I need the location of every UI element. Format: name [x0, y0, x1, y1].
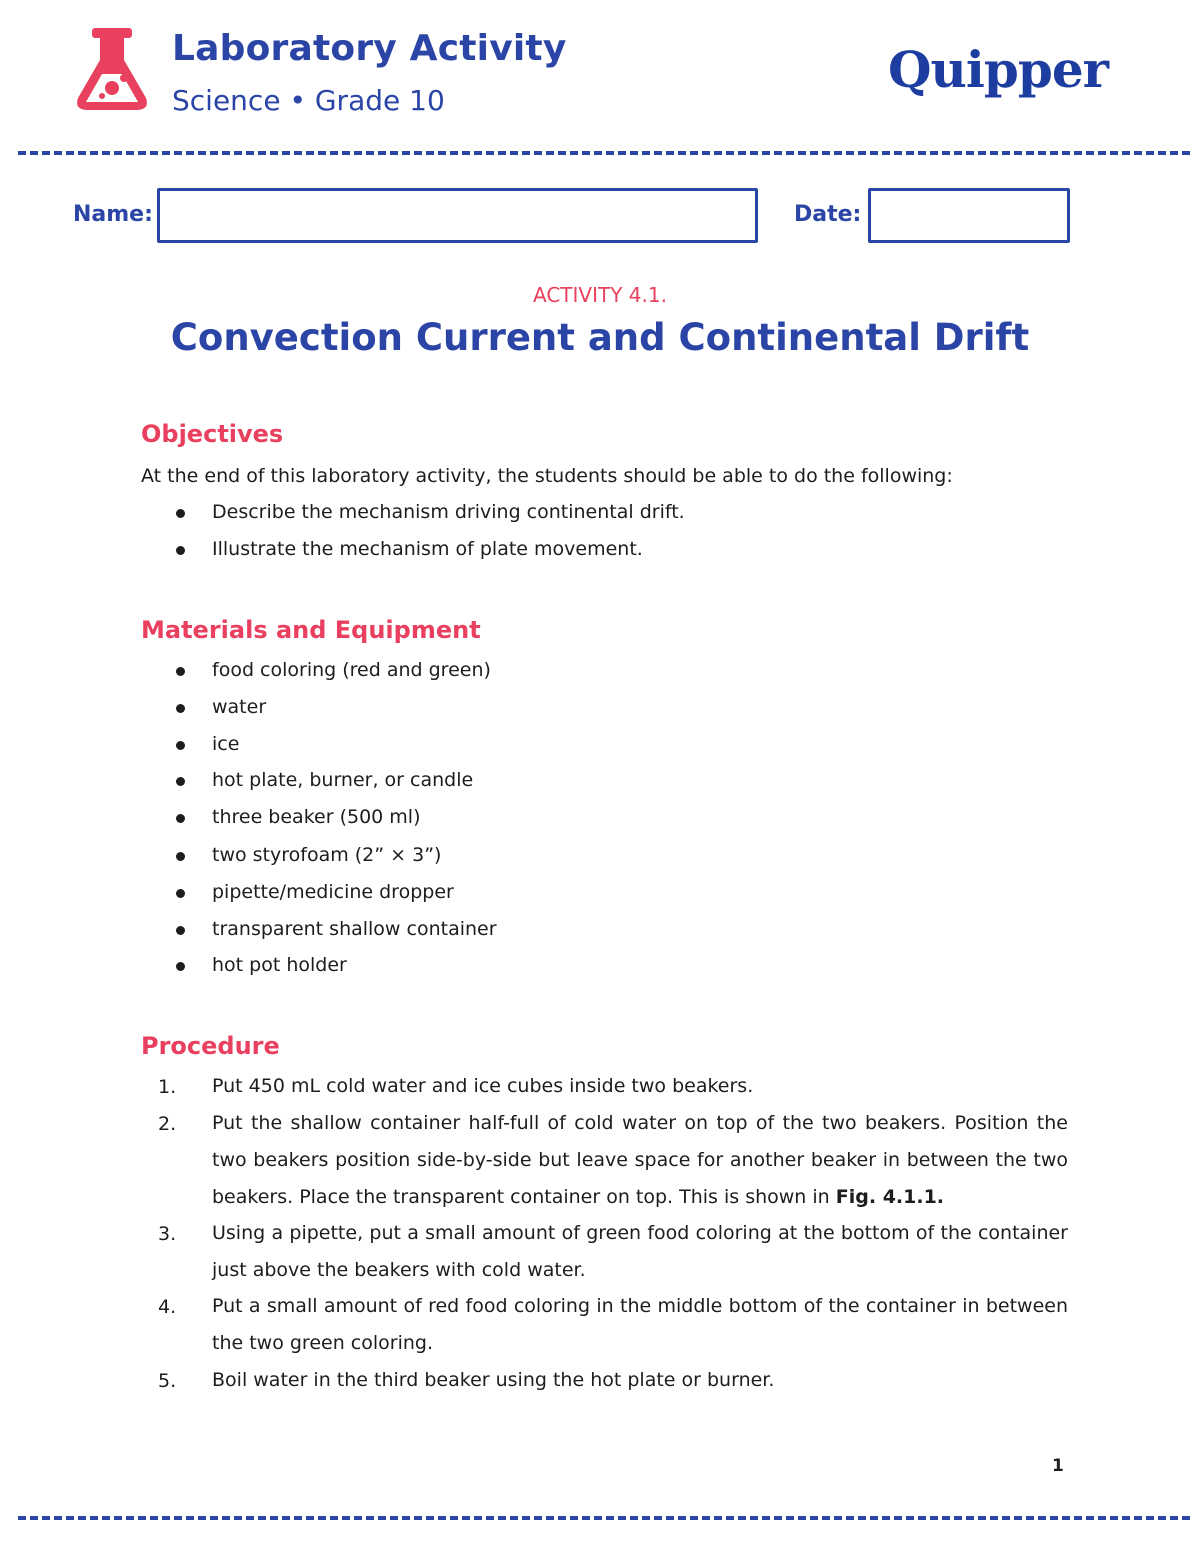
- objectives-intro: At the end of this laboratory activity, the students should be able to do the following:: [141, 465, 953, 487]
- step-number: 3.: [158, 1223, 177, 1245]
- material-item: water: [212, 696, 267, 718]
- page-number: 1: [1052, 1456, 1064, 1476]
- procedure-step: Put a small amount of red food coloring in the middle bottom of the container in between the two green coloring.: [212, 1295, 1068, 1354]
- header-title: Laboratory Activity: [172, 28, 567, 69]
- materials-heading: Materials and Equipment: [141, 616, 481, 644]
- material-item: three beaker (500 ml): [212, 806, 421, 828]
- step-number: 4.: [158, 1296, 177, 1318]
- date-label: Date:: [794, 202, 862, 227]
- step-number: 2.: [158, 1113, 177, 1135]
- material-item: hot plate, burner, or candle: [212, 769, 474, 791]
- activity-title: Convection Current and Continental Drift: [170, 316, 1030, 359]
- objectives-heading: Objectives: [141, 420, 284, 448]
- material-item: transparent shallow container: [212, 918, 497, 940]
- objective-item: Describe the mechanism driving continental drift.: [212, 501, 685, 523]
- figure-reference: Fig. 4.1.1.: [835, 1186, 945, 1208]
- material-item: ice: [212, 733, 240, 755]
- name-field[interactable]: [157, 188, 758, 243]
- bullet: [176, 852, 185, 861]
- brand-logo: Quipper: [888, 40, 1108, 99]
- bullet: [176, 509, 185, 518]
- header-subtitle: Science • Grade 10: [172, 84, 445, 117]
- activity-number: ACTIVITY 4.1.: [533, 283, 667, 307]
- name-label: Name:: [73, 202, 153, 227]
- material-item: two styrofoam (2” × 3”): [212, 844, 442, 866]
- bullet: [176, 667, 185, 676]
- step-number: 1.: [158, 1076, 177, 1098]
- bullet: [176, 814, 185, 823]
- material-item: food coloring (red and green): [212, 659, 491, 681]
- objective-item: Illustrate the mechanism of plate movement.: [212, 538, 643, 560]
- procedure-step: Boil water in the third beaker using the hot plate or burner.: [212, 1369, 775, 1391]
- bullet: [176, 889, 185, 898]
- top-divider: [18, 151, 1190, 155]
- material-item: hot pot holder: [212, 954, 347, 976]
- bullet: [176, 741, 185, 750]
- procedure-step: Put the shallow container half-full of cold water on top of the two beakers. Position the two beakers position side-by-side but leave space for another beaker in between the two beakers. Place the transparent container on top. This is shown in Fig. 4.1.1.: [212, 1112, 1068, 1208]
- bullet: [176, 704, 185, 713]
- flask-icon: [72, 26, 152, 112]
- bullet: [176, 962, 185, 971]
- bullet: [176, 926, 185, 935]
- bottom-divider: [18, 1516, 1190, 1520]
- procedure-step: Put 450 mL cold water and ice cubes inside two beakers.: [212, 1075, 754, 1097]
- step-number: 5.: [158, 1370, 177, 1392]
- bullet: [176, 546, 185, 555]
- procedure-heading: Procedure: [141, 1032, 280, 1060]
- procedure-step: Using a pipette, put a small amount of green food coloring at the bottom of the container just above the beakers with cold water.: [212, 1222, 1068, 1281]
- bullet: [176, 777, 185, 786]
- date-field[interactable]: [868, 188, 1070, 243]
- material-item: pipette/medicine dropper: [212, 881, 454, 903]
